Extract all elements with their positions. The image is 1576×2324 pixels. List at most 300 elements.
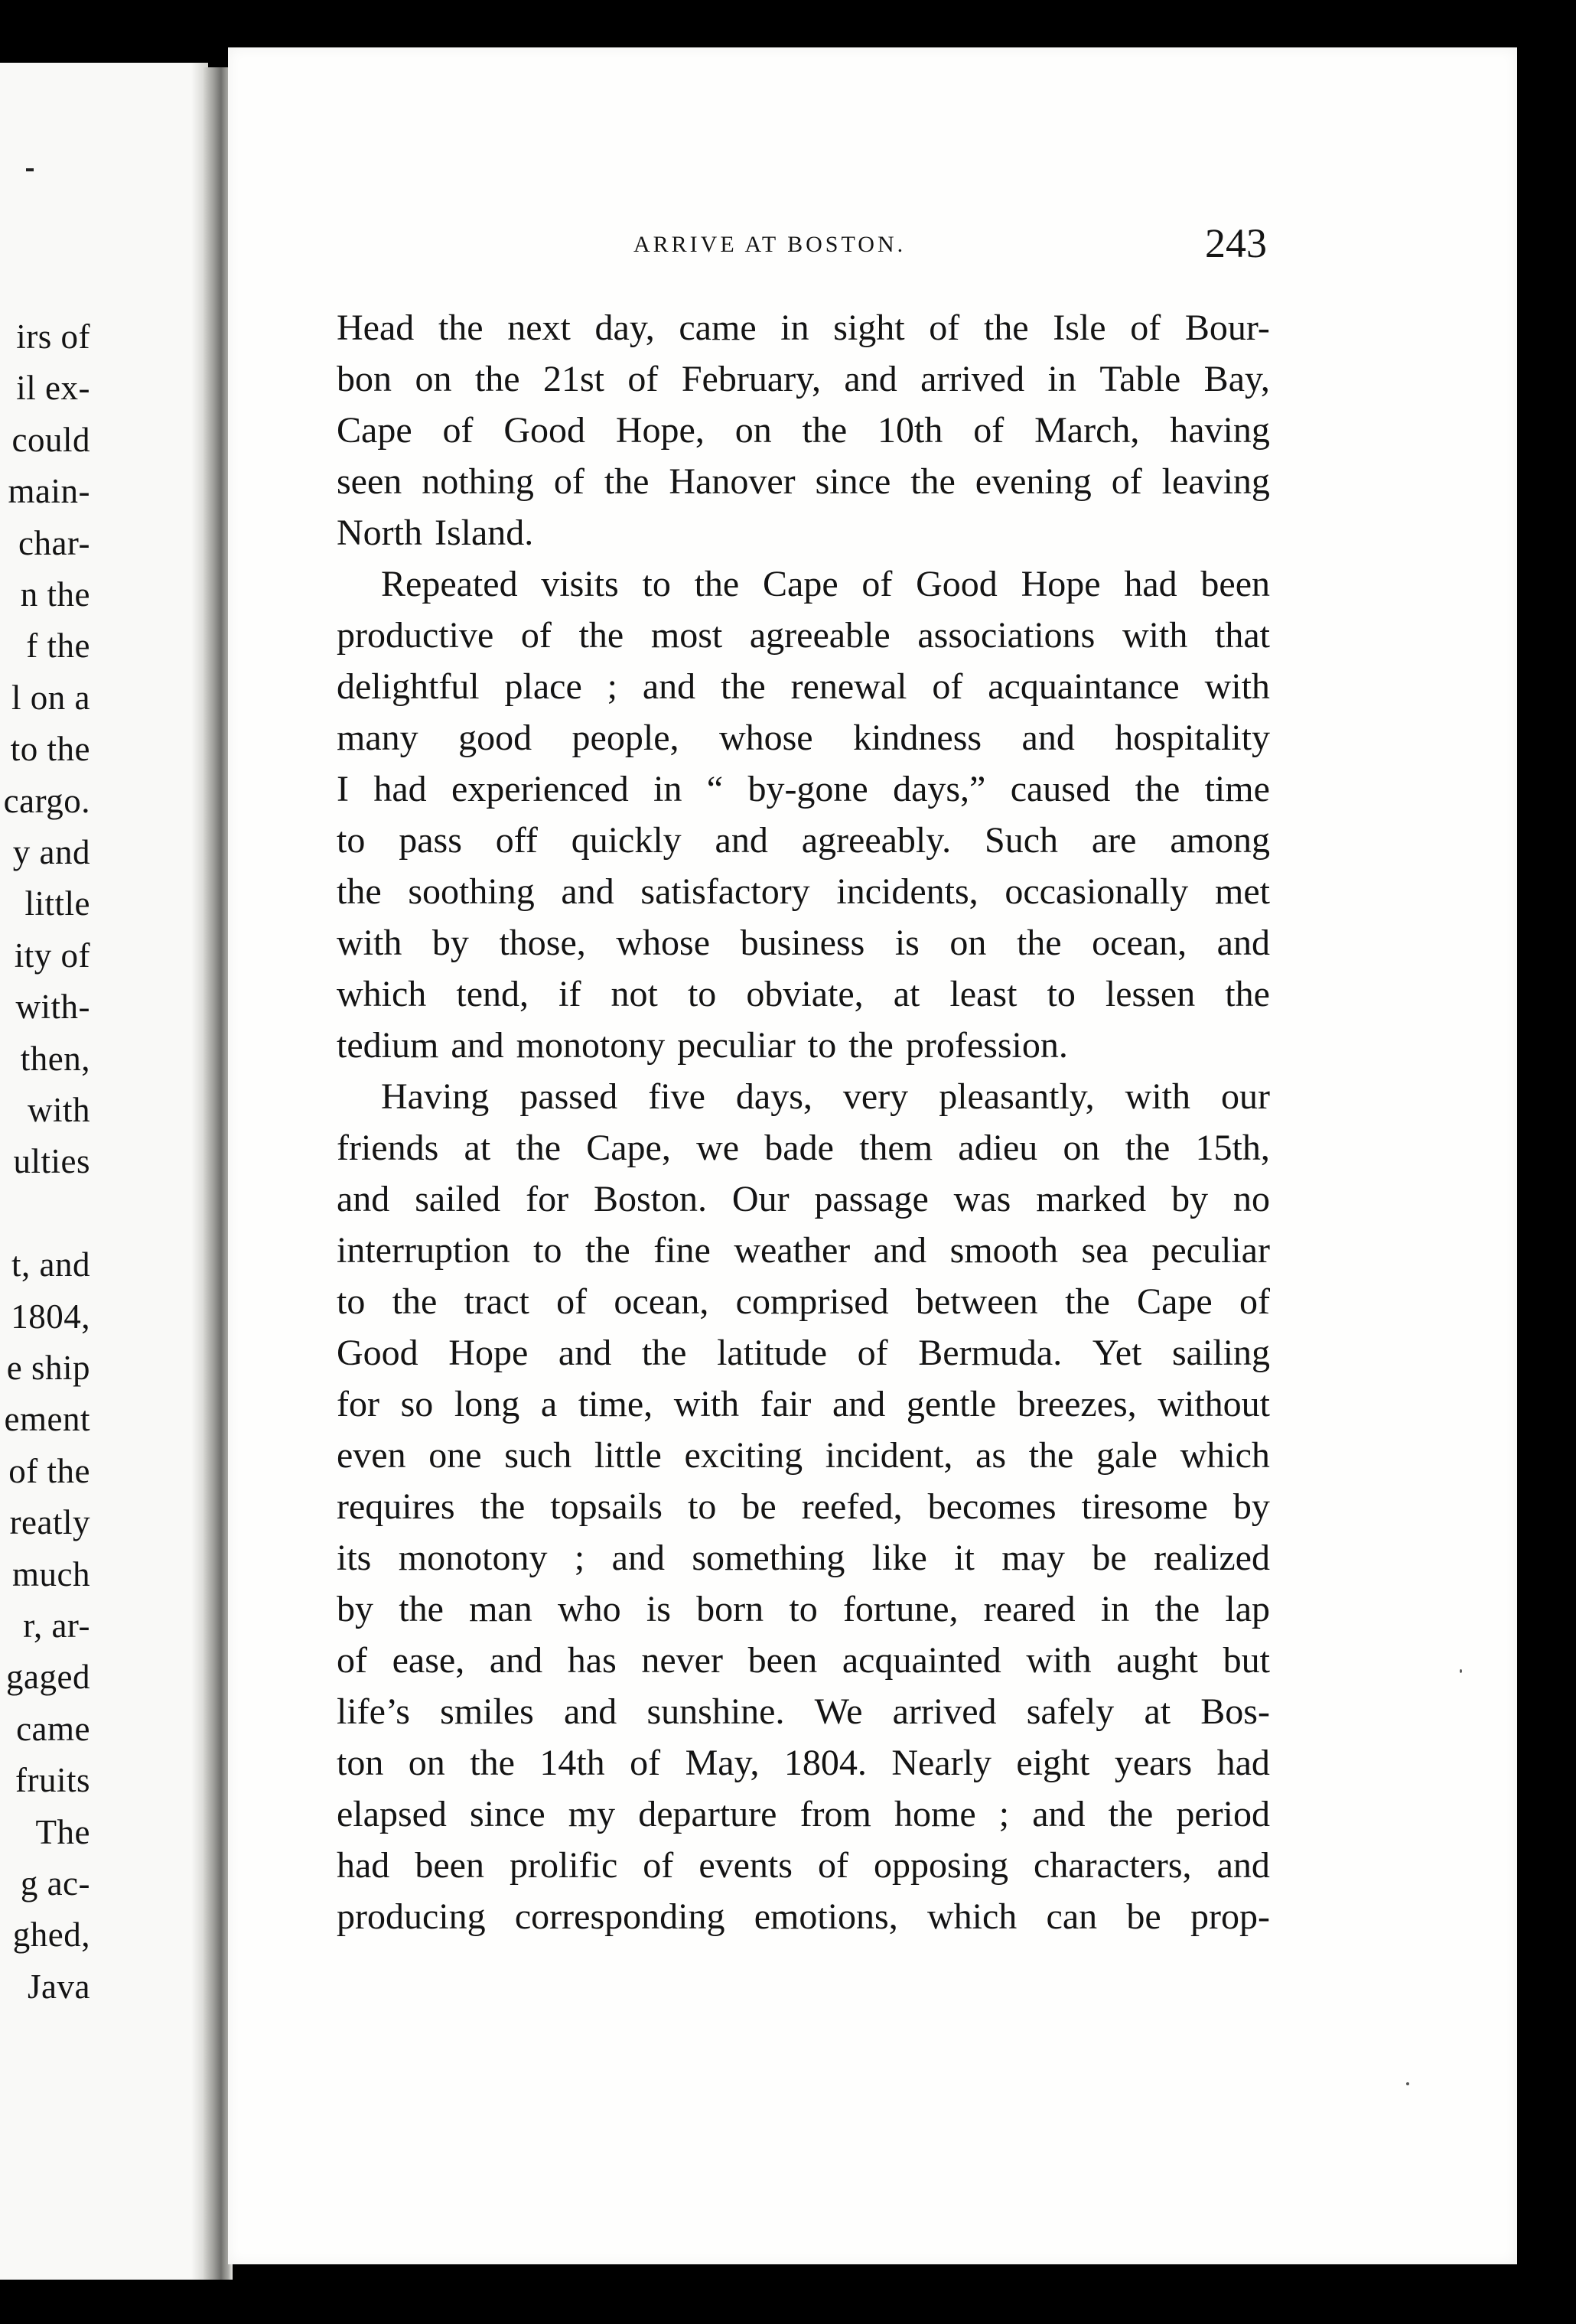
word: was [953, 1179, 1011, 1219]
word: its [337, 1538, 372, 1578]
word: had [337, 1845, 390, 1886]
word: the [1154, 1589, 1200, 1629]
word: occasionally [1005, 871, 1189, 912]
word: of [520, 615, 552, 656]
word: from [799, 1794, 871, 1834]
word: people, [571, 718, 679, 758]
text-line [337, 1430, 1270, 1481]
word: and [558, 1333, 612, 1373]
text-line [337, 661, 1270, 712]
word: evening [975, 461, 1092, 502]
previous-page-line: with- [15, 988, 90, 1027]
word: to [337, 820, 366, 861]
word: the [516, 1128, 562, 1168]
text-line [337, 1378, 1270, 1430]
word: on [408, 1743, 445, 1783]
previous-page-line: ement [4, 1400, 90, 1439]
word: tend, [456, 974, 529, 1014]
word: eight [1016, 1743, 1090, 1783]
word: Repeated [381, 564, 518, 604]
word: sight [833, 308, 905, 348]
word: March, [1034, 410, 1140, 451]
previous-page-line: il ex- [16, 369, 90, 408]
word: by [1171, 1179, 1209, 1219]
word: Bour- [1184, 308, 1270, 348]
text-line [337, 1635, 1270, 1686]
word: who [557, 1589, 621, 1629]
word: incidents, [836, 871, 978, 912]
paper-speck [1460, 1669, 1462, 1673]
previous-page-line: ghed, [12, 1916, 90, 1955]
word: the [578, 615, 624, 656]
word: the [1108, 1794, 1154, 1834]
word: Our [731, 1179, 790, 1219]
text-line [337, 1532, 1270, 1584]
text-line [337, 866, 1270, 917]
word: ton [337, 1743, 384, 1783]
word: whose [718, 718, 813, 758]
text-line [337, 968, 1270, 1020]
word: Table [1099, 359, 1181, 399]
previous-page-line: cargo. [3, 781, 90, 820]
word: Bermuda. [918, 1333, 1063, 1373]
word: the [1028, 1435, 1074, 1476]
text-line [337, 1737, 1270, 1789]
word: be [1126, 1896, 1161, 1937]
word: the [848, 1025, 894, 1066]
word: not [611, 974, 658, 1014]
previous-page-line: with [27, 1091, 90, 1129]
text-line [337, 610, 1270, 661]
previous-page-line: ity of [14, 936, 90, 975]
word: marked [1036, 1179, 1147, 1219]
word: the [1016, 923, 1062, 963]
word: gale [1096, 1435, 1158, 1476]
previous-page-line: little [24, 884, 90, 923]
word: and [1032, 1794, 1086, 1834]
word: met [1214, 871, 1270, 912]
word: comprised [735, 1281, 889, 1322]
word: the [1135, 769, 1180, 809]
word: be [1092, 1538, 1127, 1578]
word: experienced [451, 769, 629, 809]
word: smooth [949, 1230, 1058, 1271]
word: exciting [684, 1435, 803, 1476]
word: fair [760, 1384, 812, 1424]
word: my [568, 1794, 616, 1834]
ink-mark [26, 168, 34, 171]
word: been [1200, 564, 1270, 604]
text-line [337, 1891, 1270, 1942]
word: Cape [763, 564, 838, 604]
word: bon [337, 359, 392, 399]
word: characters, [1034, 1845, 1192, 1886]
word: with [1122, 615, 1188, 656]
word: and [451, 1025, 504, 1066]
word: to [789, 1589, 818, 1629]
previous-page-line: could [11, 420, 90, 459]
word: monotony [516, 1025, 666, 1066]
word: ocean, [1092, 923, 1187, 963]
word: the [480, 1486, 526, 1527]
word: even [337, 1435, 406, 1476]
word: 21st [542, 359, 604, 399]
word: monotony [398, 1538, 548, 1578]
word: arrived [892, 1691, 997, 1732]
previous-page-line: came [16, 1709, 90, 1748]
word: of [643, 1845, 674, 1886]
word: ease, [392, 1640, 465, 1681]
word: among [1170, 820, 1270, 861]
word: pleasantly, [939, 1076, 1095, 1117]
word: quickly [571, 820, 682, 861]
word: sailed [415, 1179, 501, 1219]
word: no [1232, 1179, 1270, 1219]
word: Good [337, 1333, 418, 1373]
word: elapsed [337, 1794, 447, 1834]
word: requires [337, 1486, 455, 1527]
word: least [949, 974, 1018, 1014]
word: most [650, 615, 723, 656]
word: which [337, 974, 427, 1014]
body-text [337, 302, 1270, 1942]
word: so [400, 1384, 434, 1424]
word: kindness [853, 718, 982, 758]
word: by [431, 923, 469, 963]
word: latitude [717, 1333, 828, 1373]
running-head [228, 220, 1517, 265]
word: of [630, 1743, 661, 1783]
word: of [929, 308, 960, 348]
word: to [533, 1230, 562, 1271]
word: arrived [920, 359, 1025, 399]
previous-page-line: y and [12, 833, 90, 871]
word: of [1239, 1281, 1270, 1322]
word: renewal [790, 666, 907, 707]
word: been [415, 1845, 484, 1886]
word: one [428, 1435, 482, 1476]
word: long [454, 1384, 520, 1424]
word: without [1158, 1384, 1270, 1424]
word: that [1215, 615, 1270, 656]
word: by [337, 1589, 373, 1629]
word: in [1100, 1589, 1130, 1629]
word: realized [1154, 1538, 1270, 1578]
paper-speck [1406, 2082, 1409, 2085]
word: are [1091, 820, 1137, 861]
text-line [337, 712, 1270, 763]
word: I [337, 769, 349, 809]
word: had [373, 769, 427, 809]
previous-page-line: n the [20, 575, 90, 614]
word: to [642, 564, 671, 604]
previous-page-line: l on a [11, 678, 90, 717]
word: fortune, [842, 1589, 959, 1629]
word: and [489, 1640, 543, 1681]
word: breezes, [1017, 1384, 1137, 1424]
word: productive [337, 615, 494, 656]
word: the [641, 1333, 687, 1373]
word: as [975, 1435, 1007, 1476]
text-line [337, 302, 1270, 353]
word: of [973, 410, 1005, 451]
previous-page-edge [0, 63, 208, 2280]
word: and [844, 359, 897, 399]
word: on [1063, 1128, 1100, 1168]
word: of [1130, 308, 1161, 348]
word: to [688, 1486, 717, 1527]
word: becomes [927, 1486, 1057, 1527]
word: tedium [337, 1025, 439, 1066]
word: Hope [1021, 564, 1101, 604]
word: the [910, 461, 956, 502]
word: and [564, 1691, 617, 1732]
word: acquainted [842, 1640, 1001, 1681]
word: the [470, 1743, 515, 1783]
word: gentle [906, 1384, 997, 1424]
word: interruption [337, 1230, 510, 1271]
running-title: ARRIVE AT BOSTON. [633, 232, 907, 257]
word: 14th [539, 1743, 605, 1783]
word: and [873, 1230, 927, 1271]
word: and [642, 666, 696, 707]
text-line [337, 917, 1270, 968]
word: reefed, [801, 1486, 903, 1527]
word: Hanover [669, 461, 796, 502]
text-line [337, 507, 1270, 558]
word: sunshine. [646, 1691, 785, 1732]
text-line [337, 1584, 1270, 1635]
previous-page-line: irs of [16, 317, 90, 356]
word: a [540, 1384, 558, 1424]
previous-page-line: fruits [15, 1761, 90, 1800]
word: by [1232, 1486, 1270, 1527]
word: between [915, 1281, 1038, 1322]
word: with [1125, 1076, 1191, 1117]
word: departure [638, 1794, 777, 1834]
word: if [558, 974, 581, 1014]
word: may [1001, 1538, 1065, 1578]
word: the [721, 666, 766, 707]
word: visits [541, 564, 619, 604]
word: and [1216, 923, 1270, 963]
word: Isle [1053, 308, 1106, 348]
word: agreeable [749, 615, 891, 656]
word: the [983, 308, 1029, 348]
text-line [337, 353, 1270, 405]
word: passage [814, 1179, 929, 1219]
word: 1804. [783, 1743, 867, 1783]
word: Good [916, 564, 998, 604]
word: ocean, [614, 1281, 709, 1322]
word: Cape [337, 410, 412, 451]
word: something [692, 1538, 845, 1578]
text-line [337, 558, 1270, 610]
word: of [932, 666, 963, 707]
word: had [1216, 1743, 1270, 1783]
word: in [653, 769, 682, 809]
word: the [438, 308, 484, 348]
word: producing [337, 1896, 486, 1937]
word: in [780, 308, 809, 348]
word: corresponding [514, 1896, 725, 1937]
text-line [337, 1122, 1270, 1173]
word: of [556, 1281, 588, 1322]
word: and [715, 820, 768, 861]
text-line [337, 405, 1270, 456]
word: the [1225, 974, 1270, 1014]
previous-page-line: to the [10, 730, 90, 769]
word: on [415, 359, 452, 399]
previous-page-line: g ac- [20, 1864, 90, 1902]
word: in [1047, 359, 1076, 399]
word: Good [503, 410, 585, 451]
word: place [504, 666, 582, 707]
word: like [871, 1538, 927, 1578]
word: Hope, [615, 410, 705, 451]
word: of [627, 359, 659, 399]
word: born [696, 1589, 764, 1629]
text-line [337, 763, 1270, 815]
word: prolific [509, 1845, 618, 1886]
word: the [585, 1230, 630, 1271]
word: but [1223, 1640, 1270, 1681]
previous-page-line: char- [18, 523, 90, 562]
word: passed [519, 1076, 618, 1117]
word: with [1204, 666, 1270, 707]
word: ; [998, 1794, 1010, 1834]
word: delightful [337, 666, 480, 707]
word: days, [735, 1076, 812, 1117]
word: with [673, 1384, 740, 1424]
word: Head [337, 308, 415, 348]
previous-page-line: of the [8, 1451, 90, 1490]
word: tract [464, 1281, 529, 1322]
word: those, [499, 923, 586, 963]
word: years [1114, 1743, 1193, 1783]
previous-page-line: Java [28, 1967, 90, 2006]
word: off [495, 820, 538, 861]
word: safely [1026, 1691, 1115, 1732]
word: pass [399, 820, 462, 861]
word: May, [685, 1743, 760, 1783]
word: with [337, 923, 402, 963]
word: the [1125, 1128, 1171, 1168]
word: ; [607, 666, 617, 707]
text-line [337, 1327, 1270, 1378]
text-line [337, 1840, 1270, 1891]
word: February, [681, 359, 821, 399]
word: and [1216, 1845, 1270, 1886]
word: to [1047, 974, 1076, 1014]
word: home [894, 1794, 976, 1834]
word: can [1046, 1896, 1098, 1937]
word: Bos- [1200, 1691, 1270, 1732]
word: time, [578, 1384, 653, 1424]
word: We [814, 1691, 863, 1732]
word: such [504, 1435, 572, 1476]
word: which [926, 1896, 1018, 1937]
word: of [553, 461, 584, 502]
word: the [337, 871, 382, 912]
word: Having [381, 1076, 490, 1117]
text-line [337, 1225, 1270, 1276]
word: them [859, 1128, 933, 1168]
word: emotions, [754, 1896, 898, 1937]
word: “ [706, 769, 724, 809]
word: incident, [825, 1435, 953, 1476]
word: since [815, 461, 891, 502]
word: events [698, 1845, 793, 1886]
word: of [337, 1640, 367, 1681]
word: and [611, 1538, 665, 1578]
word: is [646, 1589, 671, 1629]
word: Nearly [891, 1743, 992, 1783]
word: fine [653, 1230, 711, 1271]
word: North [337, 513, 422, 553]
text-line [337, 1071, 1270, 1122]
word: associations [917, 615, 1096, 656]
word: bade [764, 1128, 834, 1168]
previous-page-line: reatly [9, 1503, 90, 1542]
previous-page-line: main- [8, 472, 90, 511]
word: soothing [408, 871, 535, 912]
previous-page-line: much [12, 1554, 90, 1593]
word: never [641, 1640, 723, 1681]
word: at [464, 1128, 491, 1168]
word: for [526, 1179, 569, 1219]
word: whose [616, 923, 711, 963]
word: man [469, 1589, 532, 1629]
word: Bay, [1203, 359, 1270, 399]
word: the [694, 564, 740, 604]
text-line [337, 1686, 1270, 1737]
word: had [1124, 564, 1177, 604]
word: and [1021, 718, 1075, 758]
word: is [894, 923, 920, 963]
word: satisfactory [640, 871, 810, 912]
word: to [687, 974, 717, 1014]
word: the [474, 359, 520, 399]
word: and [832, 1384, 886, 1424]
page-number: 243 [1205, 220, 1267, 266]
word: reared [983, 1589, 1076, 1629]
word: very [842, 1076, 909, 1117]
previous-page-line: r, ar- [23, 1606, 90, 1645]
word: lap [1225, 1589, 1270, 1629]
word: hospitality [1115, 718, 1270, 758]
word: good [458, 718, 532, 758]
word: 10th [878, 410, 943, 451]
book-page [228, 47, 1517, 2264]
word: of [857, 1333, 888, 1373]
text-line [337, 1276, 1270, 1327]
word: we [696, 1128, 740, 1168]
word: of [442, 410, 474, 451]
word: on [949, 923, 987, 963]
word: be [741, 1486, 777, 1527]
previous-page-line: ulties [13, 1142, 90, 1181]
word: at [893, 974, 920, 1014]
word: to [807, 1025, 837, 1066]
word: having [1170, 410, 1270, 451]
word: seen [337, 461, 402, 502]
word: nothing [422, 461, 534, 502]
word: the [399, 1589, 444, 1629]
word: tiresome [1081, 1486, 1208, 1527]
word: sea [1081, 1230, 1128, 1271]
word: business [740, 923, 865, 963]
